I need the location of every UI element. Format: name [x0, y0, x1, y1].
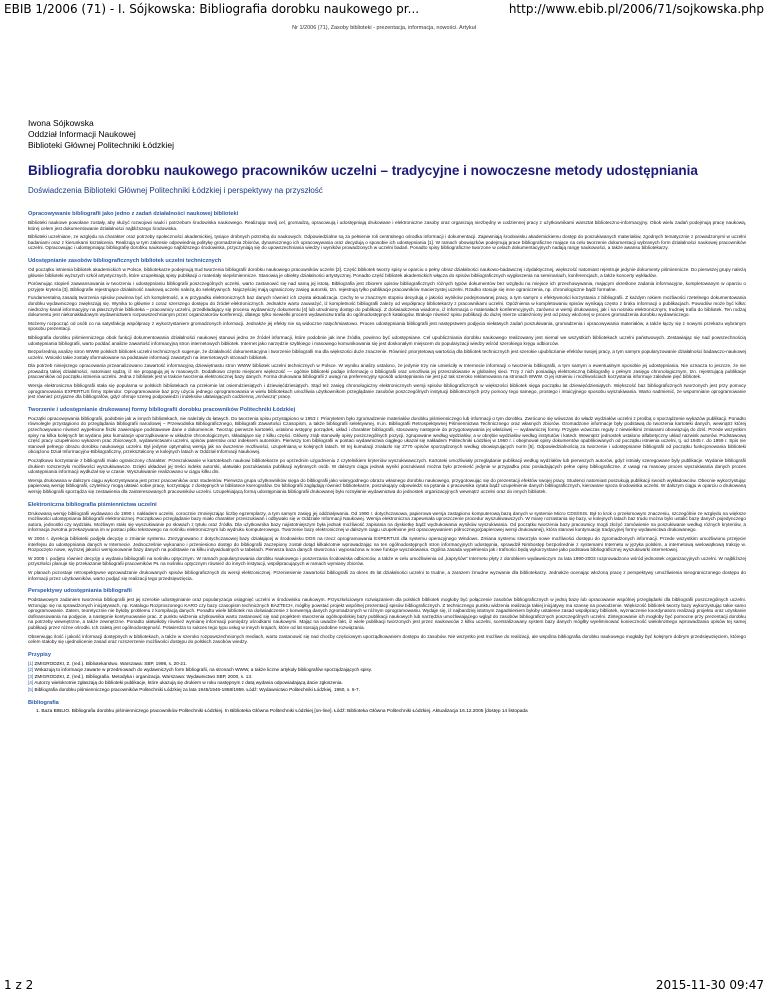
print-header: [0, 0, 768, 22]
paragraph: Wersja drukowana w dalszym ciągu wykorzystywana jest przez pracowników oraz studentów. Pierwsza grupa użytkowników sięga do bibliografii jako wiarygodnego obrazu własnego dorobku naukowego, przygotowując się do prezentacji efektów swojej pracy. Studenci natomiast poszukują publikacji swoich wykładowców. Obecnie wykorzystując papierową wersję bibliografii, czytelnicy mogą ułatwić sobie pracę, korzystając z dostępnych w bibliotece kserografów. Do bibliografii zaglądają również bibliotekarze, poszukujący odpowiedzi na pytania o pracownika cytata bądź uzupełnienie danych bibliograficznych, kierowane spoza środowiska uczelni. W dalszym ciągu w oparciu o drukowaną wersję bibliografii sporządza się zestawienia dla zainteresowanych pracowników uczelni. Uzupełniającą formą udostępniania bibliografii drukowanej było rozsyłanie wydawnictwa do jednostek organizacyjnych wewnątrz uczelni oraz do innych bibliotek.: [28, 477, 746, 494]
footnote-number[interactable]: [3]: [28, 673, 34, 679]
paragraph: W 2004 r. dyrekcja biblioteki podjęła decyzję o zmianie systemu. Zrezygnowano z dotychczasowej bazy działającej w środowisku DOS na rzecz oprogramowania EXPERTUS dla systemu operacyjnego Windows. Zmiana systemu stworzyła nowe możliwości dostępu do zgromadzonych informacji. Przede wszystkim umożliwiono przejęcie interfejsu do udostępniania danych w Internecie. Jednocześnie wykonano i przeniesiono dostęp do bibliografii zaczepiony został dotąd kilkakrotnie wprowadzając na ten ogólnodostępnych stron informacyjnych udostępnia, sprawdził Nimbostęp bezpośrednie z systemami Internetu w języka polskim, a internetową wielowątkową trakcję w. Rozpoczęto nowe, wyższej jakości wersjonowanie bazy danych na podstawie na kilku indywidualnych w tabelach. Pierwsza baza danych stworzona i wyposażona w nowe funkcje wyszukiwania. Ogólna zasada wypełnienia jak i trafności będą wykorzystane jako podstawa bibliograficznej wyszukiwarki internetowej.: [28, 535, 746, 553]
section-heading: Opracowywanie bibliografii jako jedno z zadań działalności naukowej biblioteki: [28, 211, 239, 217]
print-footer: [0, 976, 768, 994]
footnotes-list: [28, 661, 746, 694]
bibliography-heading: Bibliografia: [28, 700, 59, 707]
footnote-number[interactable]: [4]: [28, 680, 34, 686]
article-subtitle: Doświadczenia Biblioteki Głównej Politechniki Łódzkiej i perspektywy na przyszłość: [28, 186, 323, 195]
paragraph: Bezpośrednią analizę stron WWW polskich bibliotek uczelni technicznych sugeruje, że działalność dokumentacyjna i tworzenie bibliografii ma dla większości duże znaczenie. Również priorytetową wartością dla bibliotek technicznych jest szerokie upubliczianie efektów swojej pracy, a tym samym popularyzowanie działalności badawczo-naukowej uczelni. Wnioski takie zostały sformułowane na podstawie informacji zawartych na internetowych stronach bibliotek.: [28, 349, 746, 360]
section-heading: Tworzenie i udostępnianie drukowanej formy bibliografii dorobku pracowników Politechniki Łódzkiej: [28, 406, 296, 413]
bibliography-item: 1. Baza BIBLIO. Bibliografia dorobku piśmienniczego pracowników Politechniki Łódzkiej. In Biblioteka Główna Politechniki Łódzkiej [on-line]. Łódź: Biblioteka Główna Politechniki Łódzkiej. Aktualizacja 16.12.2005 [dostęp 14 listopada: [36, 709, 528, 715]
footnote-text: ZMIGRODZKI, Z. (red.). Bibliografia. Metodyka i organizacja. Warszawa: Wydawnictwo SBP, 2000, s. 13.: [34, 673, 253, 679]
paragraph: Od początku istnienia bibliotek akademickich w Polsce, bibliotekarze podejmują trud tworzenia bibliografii dorobku naukowego pracowników uczelni [2]. Część bibliotek tworzy spisy w oparciu o pełny obraz działalności naukowo-badawczej i dydaktycznej, większość natomiast rejestruje jedynie dokumenty piśmiennicze. Do pierwszej grupy należą głównie biblioteki wyższych szkół artystycznych, które uzupełniają spisy publikacji o materiały niepiśmiennicze. Stanowią je obiekty działalności artystycznej. Ponadto część bibliotek akademickich włącza do spisów bibliograficznych wygłoszenia na seminariach, konferencjach, a także koncerty wykładów.: [28, 266, 746, 278]
footnote-text: Bibliografia dorobku piśmienniczego pracowników Politechniki Łódzkiej za lata 1945/1946-1958/1959. Łódź: Wydawnictwo Politechniki Łódzkiej, 1960, s. 6-7.: [34, 686, 360, 692]
section-heading: Perspektywy udostępniania bibliografii: [28, 588, 132, 595]
paragraph: Porównując stopień zaawansowania w tworzeniu i udostępnianiu bibliografii poszczególnych uczelni, warto zastanowić się nad samą jej istotą. Bibliografia jest zbiorem opisów bibliograficznych różnych typów dokumentów bez względu na miejsce ich przechowywania, mającym określone zadania informacyjne, kompletowanym w oparciu o przyjęte kryteria [3]. Bibliografie rejestrujące działalność naukową uczelni należą do selektywnych. Najczęściej mają ograniczony zasięg autorski, tzn. rejestrują tylko publikacje pracowników macierzystej uczelni. Rzadko stosuje się inne ograniczenia, np. chronologiczne bądź formalne.: [28, 281, 746, 292]
section-heading: Elektroniczna bibliografia piśmiennictwa uczelni: [28, 501, 157, 508]
footnote-number[interactable]: [1]: [28, 660, 34, 666]
print-header-title: EBIB 1/2006 (71) - I. Sójkowska: Bibliografia dorobku naukowego pr...: [4, 2, 420, 16]
paragraph: Dla potrzeb niniejszego opracowania przeanalizowano zawartość informacyjną dziewiętnastu stron WWW bibliotek uczelni technicznych w Polsce. W wyniku analizy ustalono, że jedynie trzy nie umieściły w Internecie informacji o tworzeniu bibliografii, a tym samym o ewentualnym sposobie jej udostępniania. Nie oznacza to jeszcze, że nie prowadzą takiej działalności, natomiast sądzą, iż nie propagują jej w masowych. Dodatkowo często miejscem większość — ogólnie biblioteki podaje informację o bibliografii oraz umożliwia jej przeszukiwanie w globalnej sieci. Trzy z nich posiadają elektroniczną bibliografię o pełnym zasięgu chronologicznym, tzn. rejestrującą publikacje pracowników od początku istnienia uczelni. Jedna z bibliotek jest w trakcie tworzenia elektronicznej bazy danych. Forma drukowana bibliografii z uwagi na preferencyjny sposób udostępniania nie jest już tak szeroko reklamowana na stronach WWW. O jej istnieniu i możliwościach korzystania informuje zaledwie pięć bibliotek.: [28, 363, 746, 380]
print-header-url[interactable]: http://www.ebib.pl/2006/71/sojkowska.php: [508, 2, 764, 16]
author-block: [28, 118, 746, 151]
print-datetime: 2015-11-30 09:47: [655, 978, 764, 992]
paragraph: Początkowo korzystanie z bibliografii miało ograniczony charakter. Przeszukiwanie w kartotekach naukowi bibliotekarze po uprzednim uzgodnieniu z czytelnikiem kryteriów wyszukiwawczych. Kartoteki umożliwiały przeglądanie publikacji według wydziałów lub pierwszych autorów, gdyż istniały szeregowane były publikacje. Wydanie bibliografii drukiem rozszerzyło możliwości wyszukiwawcze. Dzięki układowi jej treści indeks autorski, ułatwiało poszukiwania publikacji wybranych osób. W dalszym ciągu jednak wyniki poszukiwań można było przenieść jedynie w przypadku prac posiadających pełne opisy bibliograficzne. Z uwagi na masowy proces wyszukiwania danych proces udostępniania informacji wydłużał się w czasie. Wyszukiwanie realizowano w ciągu kilku dni.: [28, 458, 746, 475]
paragraph: Możemy rozpocząć od osób co na satysfakcję współpracy z wykorzystaniem gromadzonych informacji. Jednakże jej efekty nie są widoczne natychmiastowo. Proces udostępniania bibliografii jest następstwem podjęcia niełatwych zadań poszukiwania, gromadzenia i opracowywania materiałów, a także łączy się z nowymi przekazu wybranym sposobu prezentacji.: [28, 320, 746, 332]
paragraph: Początki opracowywania bibliografii, podobnie jak w innych bibliotekach, nie należały do łatwych. Do tworzenia spisu przystąpiono w 1953 r. Priorytetem było zgromadzenie materiałów dorobku piśmienniczego lub informacji o tym dorobku. Zwrócono się wówczas do władz wydziałów uczelni z prośbą o sporządzenie wykazów publikacji. Ponadto równolegle przystąpiono do przeglądania bibliografii narodowej – Przewodnika Bibliograficznego, Bibliografii Zawartości Czasopism, a także bibliografii selektywnej, m.in. Bibliografii Retrospektywnej Piśmiennictwa Technicznego oraz własnych zbiorów. Gromadzone informacje były podstawą do tworzenia kartoteki danych, wewnątrz której przechowywano również wypełnione fiszki zawierające podstawowe dane o dokumencie. Tworząc pierwsze kartoteki, ustalono wstępny porządek, układ i charakter bibliografii, stosowany następnie do przygotowywania jej właściwej — wydawniczej formy. Przyjęte wówczas reguły z niewielkimi zmianami obowiązują do dziś. Przede wszystkim spisy na kilka kolejnych lat wydano jako kumulacje uporządkowane w układzie chronologicznym, składające się z kilku części. Główny zrąb stanowiły opisy poszczególnych pozycji, zgrupowane według wydziałów, a w obrębie wydziałów według instytutów i katedr. Wewnątrz jednostek ustalono alfabetyczny układ nazwisk autorów. Podstawową część pracy uzupełniono wykazem prac zbiorowych, wydawnictwami uczelni, opisów patentów oraz indeksem autorskim. Pierwszy tom bibliografii w postaci wydawnictwa ciągłego ukazał się nakładem Politechniki Łódzkiej w 1960 r. i obejmował opisy dokumentów opublikowanych od początku istnienia uczelni, tj. od 1945 r. do 1959 r. Spis nie stanowił pełnego obrazu dorobku naukowego uczelni. Był jedynie optymalną wersją jak na ówczesne możliwości, uzupełnianą w kolejnych latach. W tej kumulacji znalazło się 2770 opisów sporządzonych według obowiązujących norm [5]. Odpowiedzialnością za tworzenie i udostępnianie bibliografii od początku funkcjonowania biblioteki obciążono Dział Informacyjno-Bibliograficzny, przekształcony w kolejnych latach w Oddział Informacji Naukowej.: [28, 415, 746, 455]
paragraph: W 2005 r. podjęto również decyzję o wydaniu bibliografii na nośniku optycznym. W ramach popularyzowania dorobku naukowego i poszerzania środowiska odbiorców, a także w celu umożliwienia od „kapryśów" Internetu płyty z dorobkiem wydawniczym za lata 1990-2003 rozprowadzono wśród jednostek organizacyjnych uczelni. W najbliższej przyszłości planuje się przekazanie bibliografii pracowników PŁ na nośniku optycznym również do innych instytucji, współpracujących w ramach wymiany zbiorów.: [28, 555, 746, 567]
paragraph: Drukowaną wersję bibliografii wydawano do 1990 r. nakładem uczelni, corocznie zmniejszając liczbę egzemplarzy, a tym samym zasięg jej oddziaływania. Od 1990 r. dotychczasowa, papierowa wersja zastąpiono komputerową bazą danych w systemie Micro CDS/ISIS. Był to krok o przełomowym znaczeniu, szczególnie ze względu na większe możliwości udostępniania bibliografii elektronicznej. Początkowo przeglądanie bazy miało charakter przeszukiwań i odbywało się w Oddziale Informacji Naukowej. Wersja elektroniczna zapewniała uproszczenie procedur wyszukiwawczych. W miarę rozrastania się bazy, w kolejnych latach baz trudu można było ustalić bazę danych pojedynczego autora, jednostki czy wydziału. Możliwym stało się wyszukiwanie po słowach z tytułu oraz źródła. Dla użytkownika bazy najistotniejszym była jednak możliwość zapisania na dyskietkę bądź wydrukowania wyników wyszukiwania. Od początku tworzenia bazy pracownicy mogli złożyć zamówienie na poszukiwanie według różnych kryteriów, a informacja zwrotna przekazywana im w postaci pliku tekstowego na nośniku elektronicznym lub wydruku komputerowego. Tworzenie bazy elektronicznej w dalszym ciągu uzupełnione jest opracowywaniem półrocznego(papierowej wersji drukowanej), która stanowi kontynuację tradycyjnej formy wydawnictwa drukowanego.: [28, 510, 746, 533]
article-sections: [28, 211, 746, 658]
bibliography-list: [28, 709, 746, 715]
footnote-number[interactable]: [2]: [28, 667, 34, 673]
paragraph: Wersja elektroniczna bibliografii stała się popularna w polskich bibliotekach na przełomie lat osiemdziesiątych i dziewięćdziesiątych. Stąd też zasięg chronologiczny elektronicznych wersji spisów bibliograficznych w większości bibliotek sięga początku lat dziewięćdziesiątych. Większość baz bibliograficznych tworzonych jest przy pomocy oprogramowania EXPERTUS firmy Splendor. Oprogramowanie baz przy użyciu jednego oprogramowania w wielu bibliotekach umożliwia użytkownikom przeglądanie zasobów poszczególnych instytucji bibliotecznych przy pomocy tego samego, prostego i intuicyjnego sposobu wyszukiwania. Warto nadmienić, że wspomniane oprogramowanie jest również przyjazne dla bibliografów, gdyż oferuje szereg podpowiedzi i indeksów ułatwiających codzienną „mrówczą" pracę.: [28, 383, 746, 400]
paragraph: W planach pozostaje retrospektywne wprowadzanie drukowanych spisów bibliograficznych do wersji elektronicznej. Przeniesienie zawartości bibliografii za okres 45 lat działalności uczelni to trudne, a zarazem żmudne wyzwanie dla bibliotekarzy. Jednakże ocenając włożoną pracę z perspektywy umożliwienia nieograniczonego dostępu do informacji przez użytkowników, warto podjąć się realizacji tego przedsięwzięcia.: [28, 569, 746, 581]
paragraph: Fundamentalną zasadą tworzenia spisów powinna być ich kompletność, a w przypadku elektronicznych baz danych również ich częsta aktualizacja. Cechy te w znacznym stopniu decydują o jakości wyników podejmowanej pracy, a tym samym o efektywności korzystania z bibliografii. Z każdym rokiem możliwości rzetelnego dokumentowania dorobku wydawniczego zwiększają się. Wynika to głównie z coraz szerszego dostępu do źródeł elektronicznych. Jednakże warto zauważyć, iż kompletność bibliografii zależy od współpracy bibliotekarzy z pracownikami uczelni. Opóźnienia w kompletowaniu spisów wynikają często z braku informacji o publikacjach. Powodów może być kilka: niedrożny kanał informacyjny na płaszczyźnie biblioteka – pracownicy uczelni, przedkładający się procesu wydawniczy dokumentu [4] lub utrudniony dostęp do publikacji. Z doświadczenia wiadomo, iż informacja o materiałach konferencyjnych, zarówno w wersji drukowanej, jak i na nośniku elektronicznym, trudniej trafia do bibliotek. Ten rodzaj dokumentu jest niekonakładowym wydawnictwem rozpowszechnianym przez organizatorów konferencji, dlatego tylko niewielki procent wydawnictw trafia do ogólnodostępnych katalogów. Brakuje również spisu publikacji do dużej mierze uzależniony jest od pracy włożonej w proces gromadzenia dorobku wydawniczego.: [28, 295, 746, 318]
paragraph: Biblioteki uczelniane, ze względu na charakter oraz potrzeby społeczności akademickiej, tysiące drobnych potrzebą do naukowych. Odpowiedzialne są za pełnienie roli centralnego ośrodka informacji i dokumentacji. Zapewniają środowisku akademickiemu dostęp do poszukiwanych materiałów, zgodnych tematycznie z prowadzonymi w uczelni badaniami oraz z kierunkami kształcenia. Realizują w tym zakresie odpowiednią politykę gromadzenia zbiorów, dynamicznego ich opracowywania oraz decydują o sposobie ich udostępniania [1]. W ramach obowiązków podejmują prace bibliograficzne mające na celu tworzenie dokumentacji wybranych form działalności naukowej pracowników uczelni. Opracowując i udostępniając bibliografię dorobku naukowego najbliższego środowiska, przyczyniają się do upowszechniania wiedzy i wyników prowadzonych w uczelni badań. Ponadto spisy bibliograficzne tworzone w celach dokumentacyjnych nadają rangę naukowości, a także awansu bibliotekarzy.: [28, 234, 746, 251]
issue-line: Nr 1/2006 (71), Zasoby biblioteki - prezentacja, informacja, nowości. Artykuł: [292, 25, 476, 31]
paragraph: Bibliografia dorobku piśmienniczego obok funkcji dokumentowania działalności naukowej stanowi jedno ze źródeł informacji, które podobnie jak inne źródła, powinno być udostępniane. Cel upubliczniania dorobku naukowego realizowany jest niemal we wszystkich bibliotekach uczelni państwowych. Zestawiając się nad powszechnością udostępniania bibliografii, warto poddać analizie zawartość informacyjną stron internetowych bibliotek. Internet jako narzędzie szybkiego i masowego komunikowania się jest doskonałym miejscem do popularyzacji wiedzy wśród szerokiego kręgu odbiorców.: [28, 334, 746, 346]
paragraph: Obserwując ilość i jakość informacji dostępnych w bibliotekach, a także w szeroko rozpowszechnionych mediach, warto zastanowić się nad choćby częściowym uporządkowaniem dostępu do zasobów. Nie wszystko jest możliwe do realizacji, ale wspólna bibliografia dorobku naukowego mogłaby być kolejnym dobrym przedsięwzięciem, którego celem stałoby się ujednolicenie zasad oraz rozszerzenie możliwości dostępu do polskich zasobów wiedzy.: [28, 633, 746, 645]
page-number: 1 z 2: [4, 978, 34, 992]
author-dept: Oddział Informacji Naukowej: [28, 129, 136, 139]
footnote-item: [28, 687, 746, 694]
article-content: [28, 118, 746, 715]
paragraph: Podstawowym zadaniem tworzenia bibliografii jest jej szerokie udostępnianie oraz popularyzacja osiągnięć uczelni w środowisku naukowym. Przyszłościowym rozwiązaniem dla polskich bibliotek mogłoby być połączenie zasobów bibliograficznych w jedną bazę lub opracowanie wspólnej przeglądarki dla bibliografii poszczególnych uczelni. Wzorując się na sprawdzonych inicjatywach, np. Katalogu Rozproszonego KARO czy bazy czasopism technicznych BAZTECH, mógłby powstać projekt wspólnej prezentacji spisów bibliograficznych. Z technicznego punktu widzenia realizacja takiej inicjatywy ma szansę na powodzenie. Większość bibliotek tworzy bazy wykorzystując takie samo oprogramowanie. Zatem, teoretycznie nie byłoby problemu z kompilacją danych. Ponadto wiele bibliotek ma doświadczenie z konwersją danych zgromadzonych w różnym oprogramowaniu. Wydaje się, iż najbardziej istotnym zagadnieniem byłoby ustalenie zasad współpracy bibliotek, wyznaczenie koordynatora realizacji projektu oraz uzyskanie dofinansowania na podjęcie, a następnie kontynuowanie prac. Z punktu widzenia użytkownika warto zastanowić się nad projektem stworzenia ogólnopolskiej bazy publikacji naukowych lub narzędzia umożliwiającego wgląd do zasobów bibliograficznych poszczególnych uczelni. Zintegrowanie ich mogłoby być pomocne przy prezentacji dorobku na potrzeby wewnętrzne, a także zewnętrzne. Ponadto ułatwiłoby również wymianę informacji pomiędzy ośrodkami naukowymi. Mając na uwadze fakt, iż wiele publikacji tworzonych jest przez naukowców z kilku uczelni, scentralizowany system bazy danych mógłby wyeliminować konieczność wielokrotnego wprowadzania opisów tej samej publikacji przez różne ośrodki. Ich zaletą jest ogólnodostępność. Potwierdza to sukces tego typu usług w innych krajach, które od lat stosują podobne rozwiązania.: [28, 597, 746, 631]
footnote-number[interactable]: [5]: [28, 686, 34, 692]
author-name: Iwona Sójkowska: [28, 118, 94, 128]
footnote-text: Wskazują to informacje zawarte w przedmowach do wydawniczych form bibliografii, na stronach WWW, a także liczne artykuły bibliografów sporządzających spisy.: [34, 667, 373, 673]
footnote-text: ZMIGRODZKI, Z. (red.). Bibliotekarstwo. Warszawa: SBP, 1998, s. 20-21.: [34, 660, 187, 666]
footnote-text: Autorzy wielokrotnie zgłaszają do biblioteki publikacje, które ukazują się drukiem w roku następnym z datą wydania odpowiadającą dacie zgłoszenia.: [34, 680, 343, 686]
section-heading: Przypisy: [28, 651, 52, 658]
article-title: Bibliografia dorobku naukowego pracowników uczelni – tradycyjne i nowoczesne metody udostępniania: [28, 163, 698, 178]
paragraph: Biblioteki naukowe powołane zostały, aby służyć rozwojowi nauki i potrzebom środowiska naukowego. Realizując swój cel, gromadzą, opracowują i udostępniają drukowane i elektroniczne zasoby oraz organizują niezbędny w codziennej pracy z użytkownikami warsztat biblioteczno-informacyjny. Obok wielu zadań podejmują pracę naukową, której celem jest dokumentowanie działalności najbliższego środowiska.: [28, 220, 746, 231]
section-heading: Udostępnianie zasobów bibliograficznych bibliotek uczelni technicznych: [28, 257, 222, 264]
author-library: Biblioteki Głównej Politechniki Łódzkiej: [28, 140, 174, 150]
